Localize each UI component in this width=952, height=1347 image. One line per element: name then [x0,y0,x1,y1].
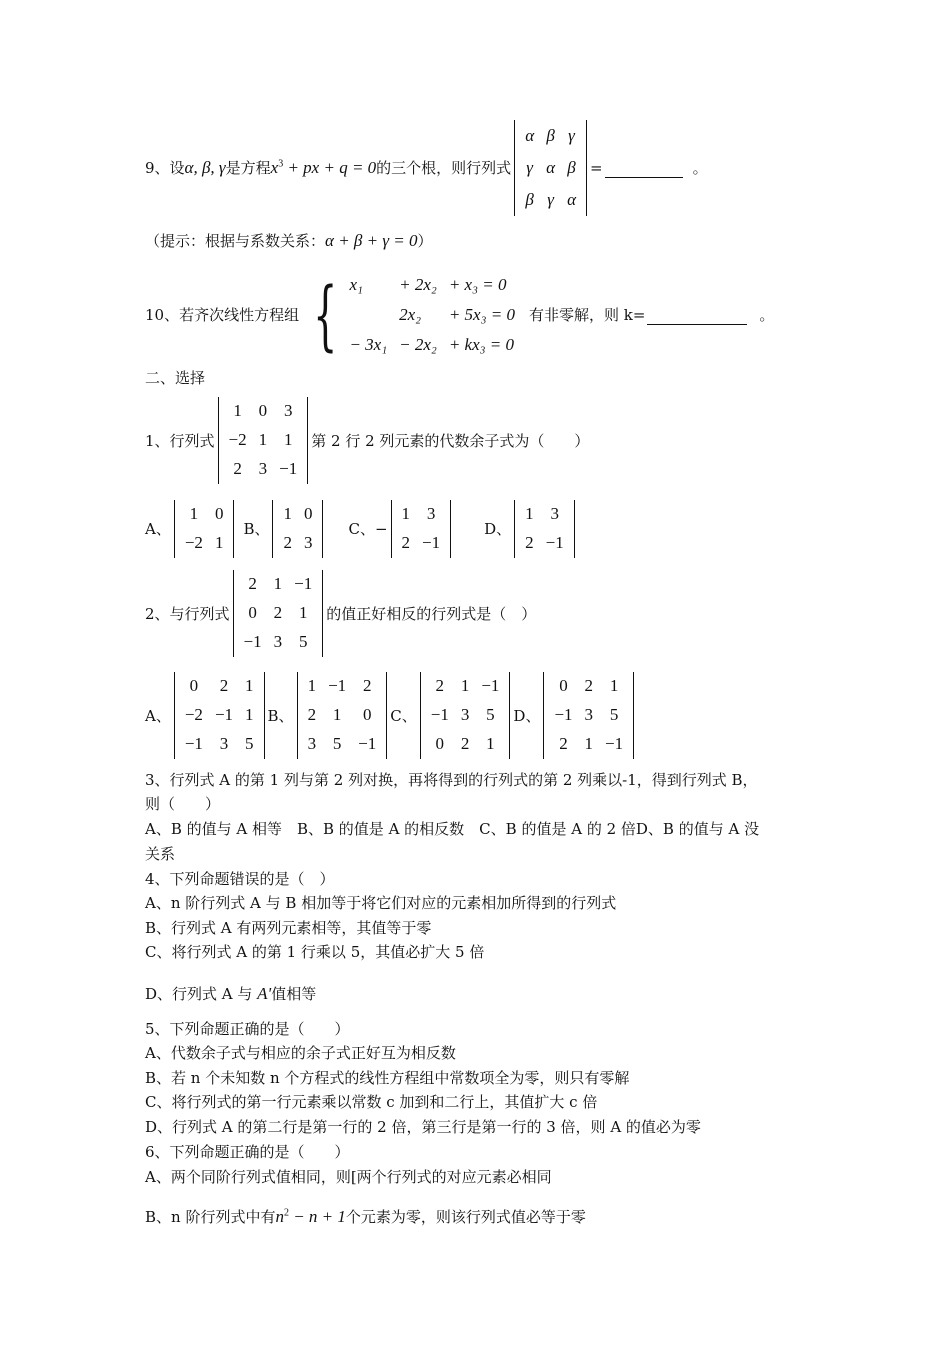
q10-system: { x₁ + 2x₂ + x₃ = 0 2x₂ + 5x₃ = 0 − 3x₁ − 2x₂ + kx₃ = 0 [313,270,515,359]
q9-mid: 是方程 [225,159,271,177]
question-9 [145,120,708,216]
c3-line-4: 关系 [145,845,176,863]
c6-stem: 6、下列命题正确的是（ ） [145,1143,350,1161]
hint: （提示：根据与系数关系：α + β + γ = 0） [145,231,433,250]
c2-option-b[interactable]: B、 1 −1 2 2 1 0 3 5 −1 [268,672,391,759]
c6-option-b[interactable]: B、n 阶行列式中有$n^2 - n + 1$个元素为零，则该行列式值必等于零 [145,1207,586,1226]
c5-stem: 5、下列命题正确的是（ ） [145,1020,350,1038]
c4-option-a[interactable]: A、n 阶行列式 A 与 B 相加等于将它们对应的元素相加所得到的行列式 [145,894,617,912]
c3-line-2: 则（ ） [145,795,221,813]
c2-determinant: 2 1 −1 0 2 1 −1 3 5 [233,570,324,657]
q9-prefix: 9、设 [145,159,185,177]
q9-after: 的三个根，则行列式 [376,159,512,177]
q9-equals: = [590,159,603,177]
c4-stem: 4、下列命题错误的是（ ） [145,870,335,888]
c1-option-c[interactable]: C、 − 1 3 2 −1 [348,500,454,558]
question-10 [145,270,774,360]
section-heading: 二、选择 [145,369,206,387]
q9-answer-blank[interactable] [605,159,683,178]
c4-option-c[interactable]: C、将行列式 A 的第 1 行乘以 5，其值必扩大 5 倍 [145,943,485,961]
c6-option-a[interactable]: A、两个同阶行列式值相同，则[两个行列式的对应元素必相同 [145,1168,552,1186]
c5-option-a[interactable]: A、代数余子式与相应的余子式正好互为相反数 [145,1044,456,1062]
q10-prefix: 10、若齐次线性方程组 [145,306,300,324]
q9-determinant: α β γ γ α β β γ α [514,120,587,216]
c5-option-d[interactable]: D、行列式 A 的第二行是第一行的 2 倍，第三行是第一行的 3 倍，则 A 的值必为零 [145,1118,701,1136]
c3-options[interactable]: A、B 的值与 A 相等 B、B 的值是 A 的相反数 C、B 的值是 A 的 2 倍D、B 的值与 A 没 [145,820,760,838]
c1-option-b[interactable]: B、 1 0 2 3 [243,500,326,558]
c5-option-c[interactable]: C、将行列式的第一行元素乘以常数 c 加到和二行上，其值扩大 c 倍 [145,1093,598,1111]
c1-options [145,500,578,558]
c2-option-c[interactable]: C、 2 1 −1 −1 3 5 0 2 1 [390,672,513,759]
q10-after: 有非零解，则 k= [528,306,646,324]
hint-formula: α + β + γ = 0 [325,231,418,250]
q10-end: 。 [759,306,775,324]
c2-option-d[interactable]: D、 0 2 1 −1 3 5 2 1 −1 [513,672,637,759]
c4-option-d[interactable]: D、行列式 A 与 A'值相等 [145,984,317,1003]
q9-end: 。 [692,159,708,177]
c5-option-b[interactable]: B、若 n 个未知数 n 个方程式的线性方程组中常数项全为零，则只有零解 [145,1069,630,1087]
c2-options [145,672,637,759]
c1-option-d[interactable]: D、 1 3 2 −1 [484,500,578,558]
q9-vars: α, β, γ [184,157,226,177]
choice-question-2: 2、与行列式 2 1 −1 0 2 1 −1 3 5 的值正好相反的行列式是（ ） [145,570,536,657]
q10-answer-blank[interactable] [647,306,747,325]
q9-equation: $x^3$ + px + q = 0 [270,157,377,177]
c4-option-b[interactable]: B、行列式 A 有两列元素相等，其值等于零 [145,919,432,937]
choice-question-1: 1、行列式 1 0 3 −2 1 1 2 3 −1 第 2 行 2 列元素的代数余子式为（ ） [145,397,589,484]
c1-option-a[interactable]: A、 1 0 −2 1 [145,500,237,558]
c2-option-a[interactable]: A、 0 2 1 −2 −1 1 −1 3 5 [145,672,268,759]
brace-icon: { [313,270,338,359]
c1-determinant: 1 0 3 −2 1 1 2 3 −1 [218,397,309,484]
c3-line-1: 3、行列式 A 的第 1 列与第 2 列对换，再将得到的行列式的第 2 列乘以-1，得到行列式 B， [145,771,758,789]
